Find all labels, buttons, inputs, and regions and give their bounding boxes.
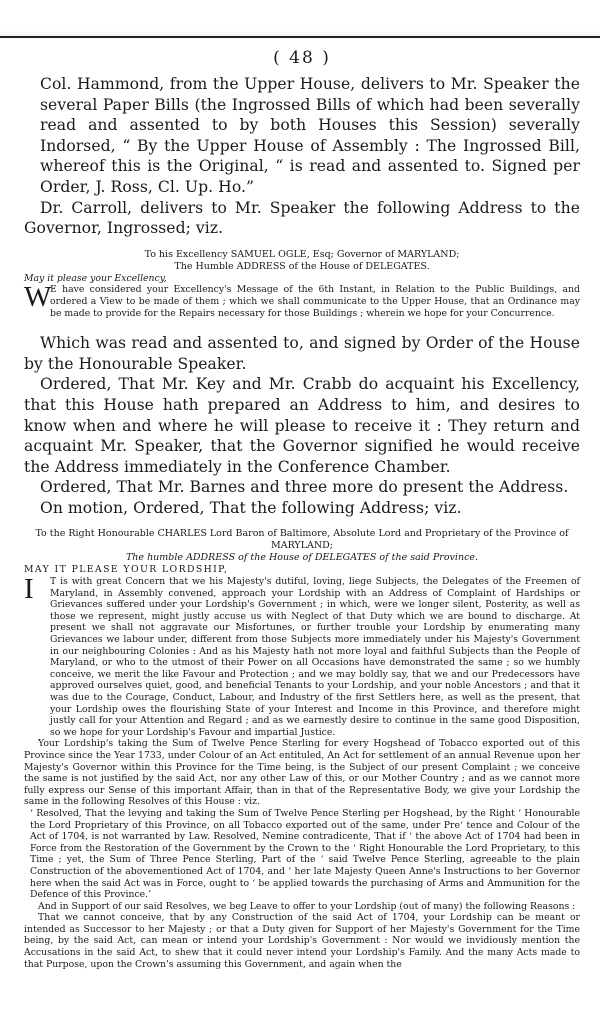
dropcap-w: W [24, 281, 52, 314]
address-governor [24, 273, 580, 319]
address-governor-heading [24, 249, 580, 273]
paragraph-hammond: Col. Hammond, from the Upper House, delivers to Mr. Speaker the several Paper Bills (the Ingrossed Bills of which had been severally read and assented to by both Houses this Session) severally Indorsed, “ By the Upper House of Assembly : The Ingrossed Bill, whereof this is the Original, “ is read and assented to. Signed per Order, J. Ross, Cl. Up. Ho.” [40, 75, 580, 196]
dropcap-i: I [24, 573, 34, 606]
page-number: ( 48 ) [273, 48, 331, 68]
address-lord [24, 564, 580, 970]
address-lord-sub-line: The humble ADDRESS of the House of DELEGATES of the said Province. [125, 552, 479, 564]
address-governor-body: E have considered your Excellency's Message of the 6th Instant, in Relation to the Public Buildings, and ordered a View to be made of them ; which we shall communicate to the Upper House, that an Ordinance may be made to provide for the Repairs necessary for those Buildings ; wherein we hope for your Concurrence. [50, 284, 580, 319]
address-lord-heading [24, 528, 580, 564]
address-lord-para4: And in Support of our said Resolves, we beg Leave to offer to your Lordship (out of many) the following Reasons : [38, 900, 576, 912]
address-lord-para1-wrap [24, 573, 580, 738]
address-lord-resolves [24, 808, 580, 901]
scan-border-line [0, 36, 600, 38]
document-page [24, 48, 580, 970]
address-governor-sub-line: The Humble ADDRESS of the House of DELEGATES. [174, 260, 430, 272]
journal-entries [24, 74, 580, 239]
address-lord-para2: Your Lordship's taking the Sum of Twelve Pence Sterling for every Hogshead of Tobacco exported out of this Province since the Year 1733, under Colour of an Act entituled, An Act for settlement of an annual Revenue upon her Majesty's Governor within this Province for the Time being, is the Subject of our present Complaint ; we conceive the same is not justified by the said Act, nor any other Law of this, or our Mother Country ; and as we cannot more fully express our Sense of this important Affair, than in that of the Representative Body, we give your Lordship the same in the following Resolves of this House : viz. [24, 738, 580, 808]
address-lord-para1: T is with great Concern that we his Majesty's dutiful, loving, liege Subjects, the Delegates of the Freemen of Maryland, in Assembly convened, approach your Lordship with an Address of Complaint of Hardships or Grievances suffered under your Lordship's Government ; in which, were we longer silent, Posterity, as well as those we represent, might justly accuse us with Neglect of that Duty which we are bound to discharge. At present we shall not aggravate our Misfortunes, or further trouble your Lordship by enumerating many Grievances we labour under, different from those Subjects more immediately under his Majesty's Government in our neighbouring Colonies : And as his Majesty hath not more loyal and faithful Subjects than the People of Maryland, or who to the utmost of their Power on all Occasions have demonstrated the same ; so we humbly conceive, we merit the like Favour and Protection ; and we may boldly say, that we and our Predecessors have approved ourselves quiet, good, and beneficial Tenants to your Lordship, and your noble Ancestors ; and that it was due to the Courage, Conduct, Labour, and Industry of the first Settlers here, as well as the present, that your Lordship owes the flourishing State of your Interest and Income in this Province, and therefore might justly call for your Attention and Regard ; and as we earnestly desire to continue in the same good Disposition, so we hope for your Lordship's Favour and impartial Justice. [50, 576, 580, 738]
address-lord-para3: ‘ Resolved, That the levying and taking the Sum of Twelve Pence Sterling per Hogshead, by the Right ‘ Honourable the Lord Proprietary of this Province, on all Tobacco exported out of the same, under Pre‘ tence and Colour of the Act of 1704, is not warranted by Law. Resolved, Nemine contradicente, That if ‘ the above Act of 1704 had been in Force from the Restoration of the Government by the Crown to the ‘ Right Honourable the Lord Proprietary, to this Time ; yet, the Sum of Three Pence Sterling, Part of the ‘ said Twelve Pence Sterling, agreeable to the plain Construction of the abovementioned Act of 1704, and ‘ her late Majesty Queen Anne's Instructions to her Governor here when the said Act was in Force, ought to ‘ be applied towards the purchasing of Arms and Ammunition for the Defence of this Province.’ [30, 807, 580, 901]
address-lord-para5: That we cannot conceive, that by any Construction of the said Act of 1704, your Lordship can be meant or intended as Successor to her Majesty ; or that a Duty given for Support of her Majesty's Government for the Time being, by the said Act, can mean or intend your Lordship's Government : Nor would we invidiously mention the Accusations in the said Act, to shew that it could never intend your Lordship's Family. And the many Acts made to that Purpose, upon the Crown's assuming this Government, and again when the [24, 912, 580, 970]
paragraph-ordered-barnes: Ordered, That Mr. Barnes and three more do present the Address. [40, 478, 569, 497]
paragraph-carroll: Dr. Carroll, delivers to Mr. Speaker the following Address to the Governor, Ingrossed; viz. [24, 198, 580, 238]
journal-entries-2 [24, 333, 580, 518]
paragraph-read-assented: Which was read and assented to, and signed by Order of the House by the Honourable Speaker. [24, 334, 580, 373]
address-lord-to-line: To the Right Honourable CHARLES Lord Baron of Baltimore, Absolute Lord and Proprietary of the Province of MARYLAND; [35, 528, 569, 552]
paragraph-ordered-key-crabb: Ordered, That Mr. Key and Mr. Crabb do acquaint his Excellency, that this House hath prepared an Address to him, and desires to know when and where he will please to receive it : They return and acquaint Mr. Speaker, that the Governor signified he would receive the Address immediately in the Conference Chamber. [24, 375, 580, 476]
scan-top-edge [0, 0, 600, 40]
paragraph-on-motion: On motion, Ordered, That the following Address; viz. [40, 498, 462, 517]
address-governor-salutation: May it please your Excellency, [24, 272, 167, 284]
address-lord-salutation: MAY IT PLEASE YOUR LORDSHIP, [24, 564, 229, 576]
address-governor-body-wrap [24, 281, 580, 319]
address-governor-to-line: To his Excellency SAMUEL OGLE, Esq; Governor of MARYLAND; [144, 248, 460, 260]
